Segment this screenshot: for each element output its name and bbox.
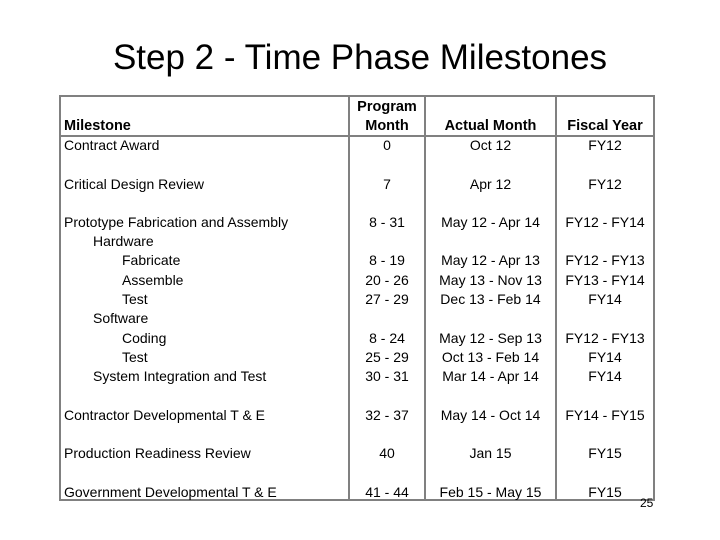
row-program-month: 8 - 19 xyxy=(369,252,405,268)
row-milestone: Coding xyxy=(122,330,167,346)
header-program-month-line2: Month xyxy=(365,118,409,134)
milestone-table xyxy=(59,95,655,501)
row-program-month: 41 - 44 xyxy=(365,484,409,500)
row-milestone: Hardware xyxy=(93,233,154,249)
row-milestone: Production Readiness Review xyxy=(64,445,251,461)
slide-title: Step 2 - Time Phase Milestones xyxy=(112,38,608,77)
row-fiscal-year: FY12 - FY13 xyxy=(565,330,645,346)
row-actual-month: May 13 - Nov 13 xyxy=(439,272,542,288)
row-program-month: 32 - 37 xyxy=(365,407,409,423)
row-actual-month: Mar 14 - Apr 14 xyxy=(442,368,539,384)
row-fiscal-year: FY12 - FY13 xyxy=(565,252,645,268)
row-milestone: Fabricate xyxy=(122,252,181,268)
row-program-month: 8 - 31 xyxy=(369,214,405,230)
row-fiscal-year: FY14 xyxy=(588,291,622,307)
row-milestone: Test xyxy=(122,349,148,365)
row-fiscal-year: FY15 xyxy=(588,445,622,461)
row-fiscal-year: FY14 - FY15 xyxy=(565,407,645,423)
row-program-month: 40 xyxy=(379,445,395,461)
page-number: 25 xyxy=(640,496,654,510)
row-fiscal-year: FY12 xyxy=(588,137,622,153)
row-fiscal-year: FY12 xyxy=(588,176,622,192)
row-actual-month: Oct 13 - Feb 14 xyxy=(441,349,540,365)
row-fiscal-year: FY13 - FY14 xyxy=(565,272,645,288)
row-program-month: 8 - 24 xyxy=(369,330,405,346)
row-program-month: 0 xyxy=(383,137,391,153)
row-actual-month: Oct 12 xyxy=(469,137,512,153)
row-actual-month: Feb 15 - May 15 xyxy=(439,484,542,500)
row-program-month: 20 - 26 xyxy=(365,272,409,288)
header-actual-month: Actual Month xyxy=(444,118,537,134)
row-actual-month: May 14 - Oct 14 xyxy=(440,407,541,423)
row-actual-month: May 12 - Sep 13 xyxy=(439,330,542,346)
row-program-month: 7 xyxy=(383,176,391,192)
row-fiscal-year: FY14 xyxy=(588,349,622,365)
header-program-month-line1: Program xyxy=(357,99,417,115)
row-fiscal-year: FY14 xyxy=(588,368,622,384)
row-actual-month: Dec 13 - Feb 14 xyxy=(440,291,541,307)
row-program-month: 25 - 29 xyxy=(365,349,409,365)
row-milestone: Contractor Developmental T & E xyxy=(64,407,266,423)
row-actual-month: Apr 12 xyxy=(469,176,512,192)
row-milestone: Prototype Fabrication and Assembly xyxy=(64,214,289,230)
header-fiscal-year: Fiscal Year xyxy=(567,118,643,134)
row-actual-month: May 12 - Apr 13 xyxy=(441,252,540,268)
row-milestone: Assemble xyxy=(122,272,184,288)
row-program-month: 30 - 31 xyxy=(365,368,409,384)
row-milestone: Government Developmental T & E xyxy=(64,484,277,500)
row-milestone: Test xyxy=(122,291,148,307)
row-milestone: System Integration and Test xyxy=(93,368,267,384)
row-fiscal-year: FY12 - FY14 xyxy=(565,214,645,230)
row-actual-month: May 12 - Apr 14 xyxy=(441,214,540,230)
row-fiscal-year: FY15 xyxy=(588,484,622,500)
row-milestone: Contract Award xyxy=(64,137,160,153)
row-actual-month: Jan 15 xyxy=(469,445,512,461)
header-milestone: Milestone xyxy=(64,118,131,134)
row-program-month: 27 - 29 xyxy=(365,291,409,307)
row-milestone: Critical Design Review xyxy=(64,176,205,192)
row-milestone: Software xyxy=(93,310,149,326)
